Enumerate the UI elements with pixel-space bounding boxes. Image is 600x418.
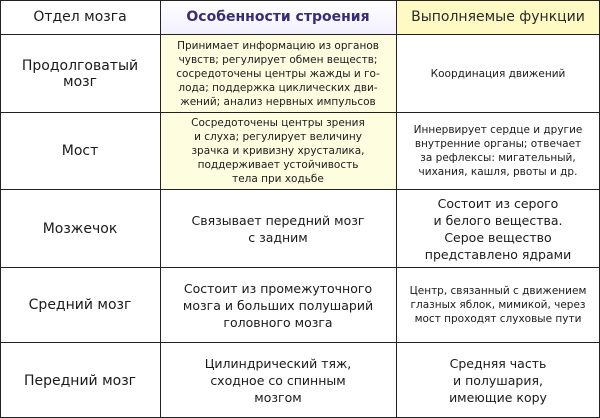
row-5-functions: Средняя часть и полушария, имеющие кору [449,356,547,405]
row-divider-3 [0,267,600,268]
row-1-structure: Принимает информацию из органов чувств; регулирует обмен веществ; сосредоточены центры жажды и го- лода; поддержка циклических дви- жений; анализ нервных импульсов [160,35,396,112]
row-3-structure: Связывает передний мозг с задним [191,212,365,245]
header-section: Отдел мозга [33,9,127,25]
row-2-structure: Сосредоточены центры зрения и слуха; регулирует величину зрачка и кривизну хрусталика, поддерживает устойчивость тела при ходьбе [160,113,396,189]
row-4-structure: Состоит из промежуточного мозга и больших полушарий головного мозга [182,280,374,330]
row-divider-header [0,34,600,35]
column-divider-1 [160,0,161,418]
header-functions: Выполняемые функции [396,0,600,34]
table-border-top [0,0,600,1]
row-divider-2 [0,189,600,190]
row-2-section: Мост [61,143,99,159]
row-1-functions: Координация движений [430,67,566,80]
row-4-functions: Центр, связанный с движением глазных яблок, мимикой, через мост проходят слуховые пути [409,285,587,325]
row-divider-1 [0,112,600,113]
column-divider-2 [396,0,397,418]
row-3-functions: Состоит из серого и белого вещества. Серое вещество представлено ядрами [424,195,572,262]
table-border-left [0,0,1,418]
row-5-section: Передний мозг [23,372,137,389]
row-3-section: Мозжечок [42,220,118,237]
row-1-section: Продолговатый мозг [21,57,139,90]
row-2-functions: Иннервирует сердце и другие внутренние органы; отвечает за рефлексы: мигательный, чихания, кашля, рвоты и др. [413,124,583,178]
row-4-section: Средний мозг [28,297,132,313]
row-divider-4 [0,342,600,343]
header-structure: Особенности строения [160,0,396,34]
row-5-structure: Цилиндрический тяж, сходное со спинным мозгом [204,356,352,405]
